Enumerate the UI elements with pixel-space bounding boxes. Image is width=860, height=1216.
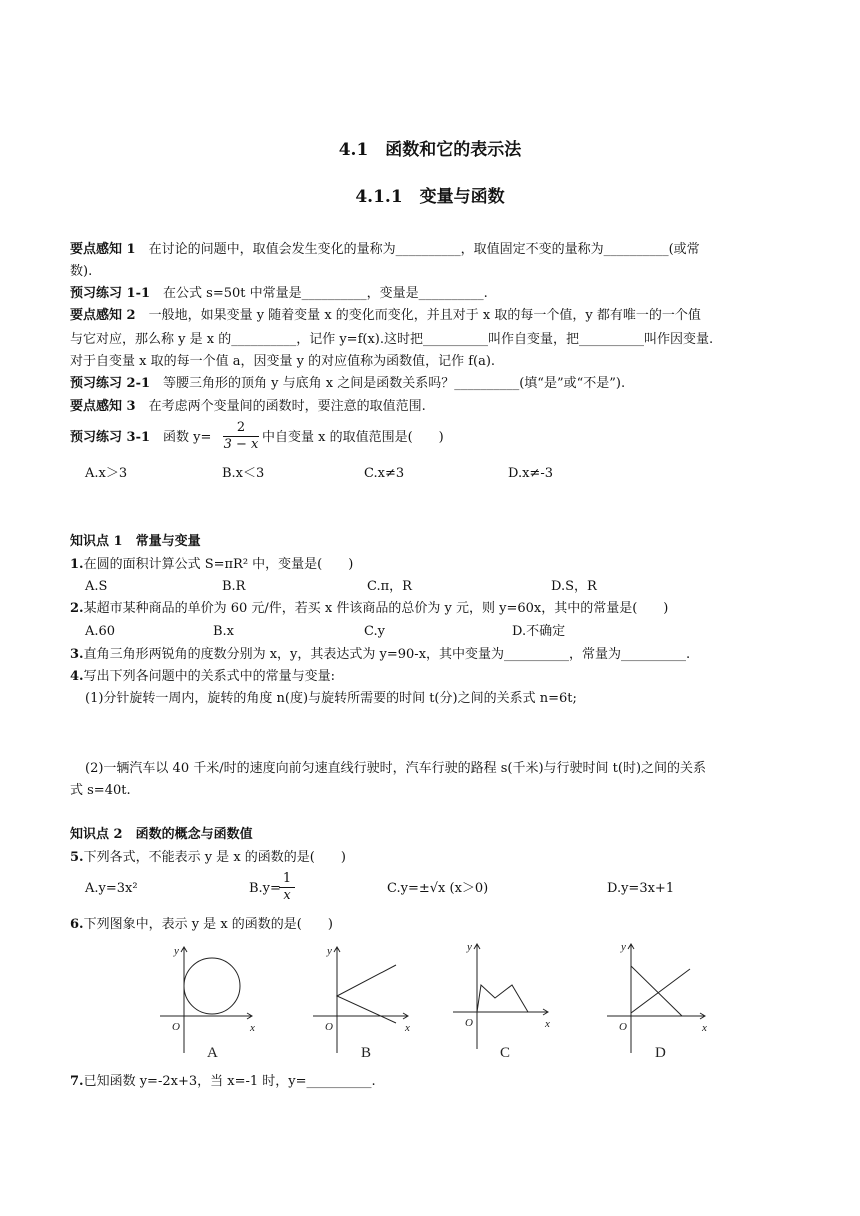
- graph-b-origin: O: [325, 1021, 333, 1033]
- question-4-number: 4.: [70, 669, 84, 684]
- q2-option-c: C.y: [364, 624, 385, 639]
- question-6-text: 下列图象中，表示 y 是 x 的函数的是( ): [83, 917, 333, 932]
- preview-exercise-1-1: [70, 285, 488, 303]
- graph-d-origin: O: [619, 1021, 627, 1033]
- fraction-numerator: 2: [223, 420, 259, 437]
- graph-b-axis-x: x: [405, 1022, 410, 1034]
- graph-c-axis-x: x: [545, 1018, 550, 1030]
- fraction-1-over-x: [279, 871, 295, 904]
- graph-d-axis-x: x: [702, 1022, 707, 1034]
- section-subtitle: 4.1.1 变量与函数: [355, 187, 505, 207]
- question-3-number: 3.: [70, 647, 84, 662]
- question-2-text: 某超市某种商品的单价为 60 元/件，若买 x 件该商品的总价为 y 元，则 y=60x，其中的常量是( ): [83, 601, 669, 616]
- q5-option-d: D.y=3x+1: [607, 881, 675, 896]
- preview-exercise-3-1: [70, 429, 211, 447]
- question-2: [70, 600, 668, 618]
- question-1: [70, 556, 353, 574]
- key-point-3-label: 要点感知 3: [70, 399, 136, 414]
- q2-option-a: A.60: [85, 624, 116, 639]
- graph-a-axis-y: y: [174, 945, 179, 957]
- knowledge-point-2-heading: 知识点 2 函数的概念与函数值: [70, 827, 253, 842]
- preview-exercise-2-1: [70, 375, 625, 393]
- key-point-2-cont2: 对于自变量 x 取的每一个值 a，因变量 y 的对应值称为函数值，记作 f(a).: [70, 354, 496, 369]
- graph-c-origin: O: [465, 1017, 473, 1029]
- option-b: B.x＜3: [222, 466, 265, 481]
- question-5: [70, 849, 346, 867]
- graph-d: [607, 944, 705, 1053]
- exercise-2-1-label: 预习练习 2-1: [70, 376, 151, 391]
- graph-b: [313, 947, 408, 1053]
- key-point-3: [70, 398, 426, 416]
- question-4: [70, 668, 335, 686]
- key-point-1: [70, 241, 700, 259]
- question-4-part-1: (1)分针旋转一周内，旋转的角度 n(度)与旋转所需要的时间 t(分)之间的关系式 n=6t;: [85, 691, 577, 706]
- q1-option-a: A.S: [85, 579, 108, 594]
- key-point-3-text: 在考虑两个变量间的函数时，要注意的取值范围.: [135, 399, 426, 414]
- question-3-text: 直角三角形两锐角的度数分别为 x，y，其表达式为 y=90-x，其中变量为__________，常量为__________.: [83, 647, 691, 662]
- option-d: D.x≠-3: [508, 466, 553, 481]
- fraction-denominator: x: [283, 888, 291, 903]
- graph-c-label: C: [500, 1045, 511, 1061]
- graph-d-label: D: [655, 1045, 666, 1061]
- graph-a-origin: O: [172, 1021, 180, 1033]
- page-title: 4.1 函数和它的表示法: [338, 140, 522, 160]
- question-7: [70, 1073, 376, 1091]
- option-c: C.x≠3: [364, 466, 405, 481]
- knowledge-point-1-heading: 知识点 1 常量与变量: [70, 534, 201, 549]
- question-2-number: 2.: [70, 601, 84, 616]
- question-4-part-2-line-1: (2)一辆汽车以 40 千米/时的速度向前匀速直线行驶时，汽车行驶的路程 s(千米)与行驶时间 t(时)之间的关系: [85, 761, 707, 776]
- question-4-text: 写出下列各问题中的关系式中的常量与变量:: [83, 669, 335, 684]
- graph-a-axis-x: x: [250, 1022, 255, 1034]
- question-1-number: 1.: [70, 557, 84, 572]
- q1-option-b: B.R: [222, 579, 246, 594]
- option-a: A.x＞3: [85, 466, 128, 481]
- question-6-number: 6.: [70, 917, 84, 932]
- question-6-graphs: [0, 935, 860, 1065]
- question-7-text: 已知函数 y=-2x+3，当 x=-1 时，y=__________.: [83, 1074, 376, 1089]
- q2-option-b: B.x: [213, 624, 235, 639]
- question-3: [70, 646, 690, 664]
- fraction-numerator: 1: [279, 871, 295, 888]
- q1-option-c: C.π，R: [367, 579, 412, 594]
- question-4-part-2-line-2: 式 s=40t.: [70, 783, 131, 798]
- question-7-number: 7.: [70, 1074, 84, 1089]
- graph-b-label: B: [361, 1045, 372, 1061]
- question-1-text: 在圆的面积计算公式 S=πR² 中，变量是( ): [83, 557, 354, 572]
- graph-a-label: A: [207, 1045, 218, 1061]
- exercise-3-1-post: 中自变量 x 的取值范围是( ): [262, 430, 444, 445]
- exercise-2-1-text: 等腰三角形的顶角 y 与底角 x 之间是函数关系吗？__________(填“是”或“不是”).: [150, 376, 626, 391]
- q2-option-d: D.不确定: [512, 624, 566, 639]
- question-6: [70, 916, 333, 934]
- key-point-2-cont1: 与它对应，那么称 y 是 x 的__________，记作 y=f(x).这时把__________叫作自变量，把__________叫作因变量.: [70, 332, 714, 347]
- exercise-3-1-label: 预习练习 3-1: [70, 430, 151, 445]
- graph-d-axis-y: y: [621, 941, 626, 953]
- key-point-1-text: 在讨论的问题中，取值会发生变化的量称为__________，取值固定不变的量称为__________(或常: [135, 242, 700, 257]
- q1-option-d: D.S，R: [551, 579, 597, 594]
- fraction-2-over-3-minus-x: [223, 420, 259, 453]
- question-5-number: 5.: [70, 850, 84, 865]
- key-point-1-cont: 数).: [70, 264, 93, 279]
- q5-option-c: C.y=±√x (x＞0): [387, 881, 489, 896]
- question-5-text: 下列各式，不能表示 y 是 x 的函数的是( ): [83, 850, 346, 865]
- key-point-2: [70, 307, 701, 325]
- q5-option-b-prefix: B.y=: [249, 881, 281, 896]
- key-point-1-label: 要点感知 1: [70, 242, 136, 257]
- key-point-2-text: 一般地，如果变量 y 随着变量 x 的变化而变化，并且对于 x 取的每一个值，y 都有唯一的一个值: [135, 308, 701, 323]
- q5-option-a: A.y=3x²: [85, 881, 138, 896]
- graph-b-axis-y: y: [327, 945, 332, 957]
- exercise-3-1-pre: 函数 y=: [150, 430, 212, 445]
- graph-a: [160, 947, 252, 1053]
- fraction-denominator: 3 − x: [223, 437, 259, 452]
- exercise-1-1-label: 预习练习 1-1: [70, 286, 151, 301]
- key-point-2-label: 要点感知 2: [70, 308, 136, 323]
- graph-c: [453, 944, 548, 1049]
- graph-c-axis-y: y: [467, 941, 472, 953]
- exercise-1-1-text: 在公式 s=50t 中常量是__________，变量是__________.: [150, 286, 488, 301]
